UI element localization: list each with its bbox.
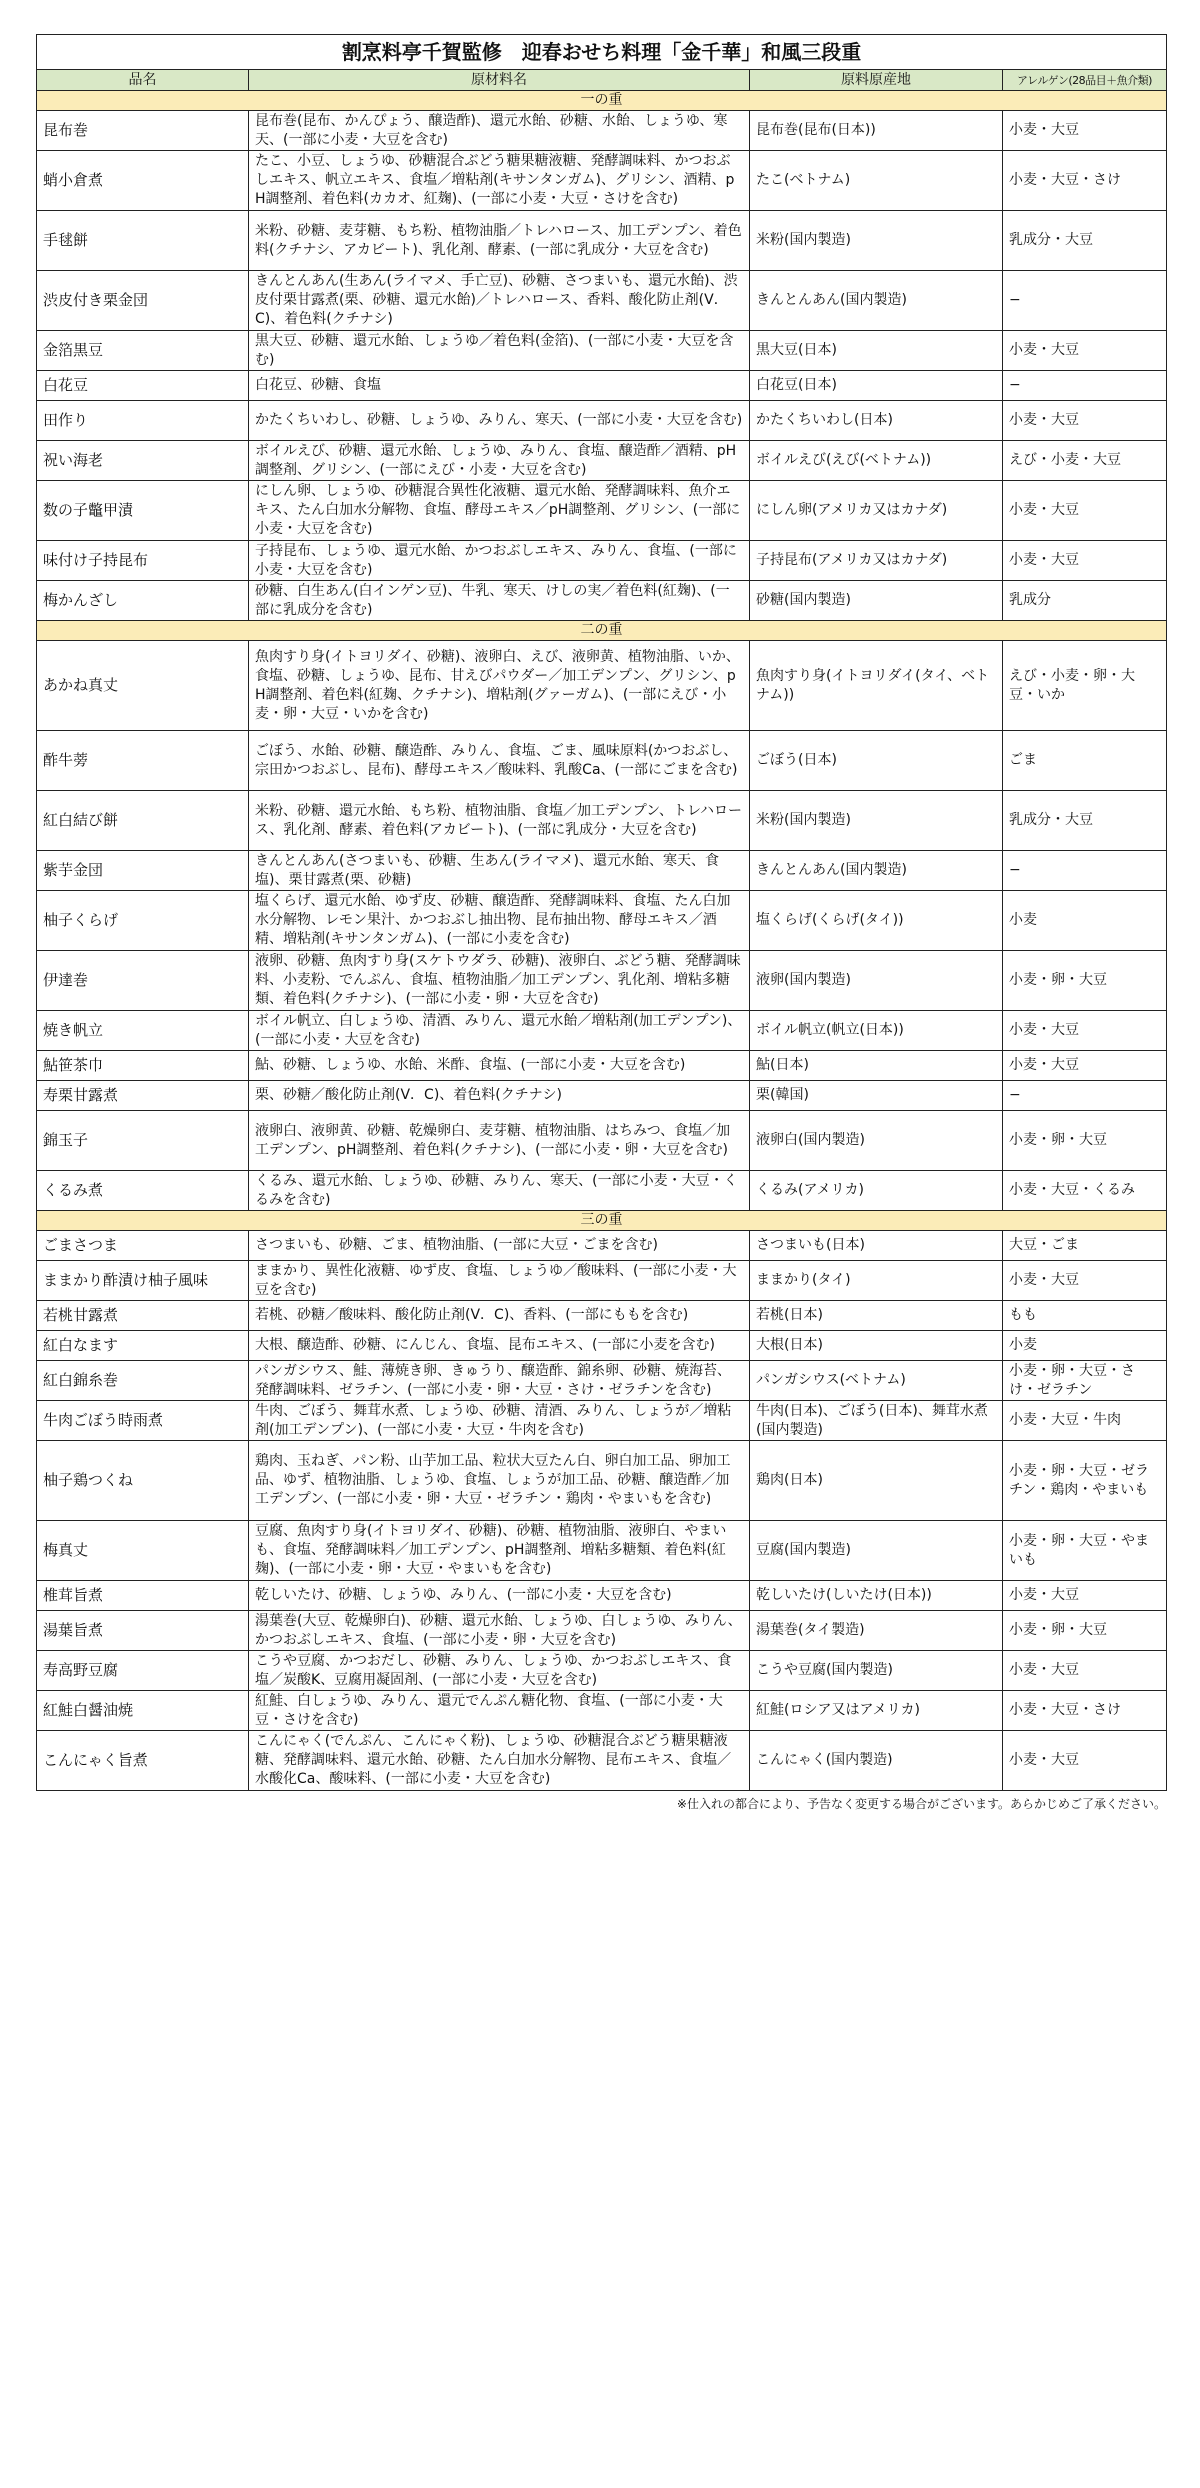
allergen-cell: − <box>1003 1081 1167 1111</box>
item-name-cell: 梅真丈 <box>37 1521 249 1581</box>
allergen-cell: 小麦・大豆 <box>1003 1581 1167 1611</box>
ingredients-cell: ボイル帆立、白しょうゆ、清酒、みりん、還元水飴／増粘剤(加工デンプン)、(一部に小麦・大豆を含む) <box>249 1011 750 1051</box>
ingredients-cell: こうや豆腐、かつおだし、砂糖、みりん、しょうゆ、かつおぶしエキス、食塩／炭酸K、豆腐用凝固剤、(一部に小麦・大豆を含む) <box>249 1651 750 1691</box>
ingredients-cell: 塩くらげ、還元水飴、ゆず皮、砂糖、醸造酢、発酵調味料、食塩、たん白加水分解物、レモン果汁、かつおぶし抽出物、昆布抽出物、酵母エキス／酒精、増粘剤(キサンタンガム)、(一部に小麦を含む) <box>249 891 750 951</box>
item-name-cell: こんにゃく旨煮 <box>37 1731 249 1791</box>
allergen-cell: 小麦・卵・大豆 <box>1003 951 1167 1011</box>
column-header-row <box>37 70 1167 91</box>
origin-cell: 子持昆布(アメリカ又はカナダ) <box>750 541 1003 581</box>
origin-cell: 鮎(日本) <box>750 1051 1003 1081</box>
allergen-cell: 小麦・大豆・さけ <box>1003 151 1167 211</box>
table-row <box>37 951 1167 1011</box>
table-row <box>37 481 1167 541</box>
ingredients-cell: きんとんあん(さつまいも、砂糖、生あん(ライマメ)、還元水飴、寒天、食塩)、栗甘露煮(栗、砂糖) <box>249 851 750 891</box>
ingredients-cell: パンガシウス、鮭、薄焼き卵、きゅうり、醸造酢、錦糸卵、砂糖、焼海苔、発酵調味料、ゼラチン、(一部に小麦・卵・大豆・さけ・ゼラチンを含む) <box>249 1361 750 1401</box>
origin-cell: 白花豆(日本) <box>750 371 1003 401</box>
table-row <box>37 271 1167 331</box>
origin-cell: 黒大豆(日本) <box>750 331 1003 371</box>
origin-cell: 紅鮭(ロシア又はアメリカ) <box>750 1691 1003 1731</box>
item-name-cell: 白花豆 <box>37 371 249 401</box>
origin-cell: 湯葉巻(タイ製造) <box>750 1611 1003 1651</box>
ingredients-cell: 液卵白、液卵黄、砂糖、乾燥卵白、麦芽糖、植物油脂、はちみつ、食塩／加工デンプン、pH調整剤、着色料(クチナシ)、(一部に小麦・卵・大豆を含む) <box>249 1111 750 1171</box>
ingredients-cell: 液卵、砂糖、魚肉すり身(スケトウダラ、砂糖)、液卵白、ぶどう糖、発酵調味料、小麦粉、でんぷん、食塩、植物油脂／加工デンプン、乳化剤、増粘多糖類、着色料(クチナシ)、(一部に小麦・卵・大豆を含む) <box>249 951 750 1011</box>
ingredients-cell: 豆腐、魚肉すり身(イトヨリダイ、砂糖)、砂糖、植物油脂、液卵白、やまいも、食塩、発酵調味料／加工デンプン、pH調整剤、増粘多糖類、着色料(紅麹)、(一部に小麦・卵・大豆・やまいもを含む) <box>249 1521 750 1581</box>
item-name-cell: 手毬餅 <box>37 211 249 271</box>
ingredients-cell: にしん卵、しょうゆ、砂糖混合異性化液糖、還元水飴、発酵調味料、魚介エキス、たん白加水分解物、食塩、酵母エキス／pH調整剤、グリシン、(一部に小麦・大豆を含む) <box>249 481 750 541</box>
header-name: 品名 <box>37 70 249 91</box>
ingredients-cell: 子持昆布、しょうゆ、還元水飴、かつおぶしエキス、みりん、食塩、(一部に小麦・大豆を含む) <box>249 541 750 581</box>
origin-cell: ごぼう(日本) <box>750 731 1003 791</box>
ingredients-cell: かたくちいわし、砂糖、しょうゆ、みりん、寒天、(一部に小麦・大豆を含む) <box>249 401 750 441</box>
allergen-cell: − <box>1003 851 1167 891</box>
table-row <box>37 1261 1167 1301</box>
table-row <box>37 891 1167 951</box>
allergen-cell: 小麦・卵・大豆・やまいも <box>1003 1521 1167 1581</box>
table-row <box>37 1331 1167 1361</box>
allergen-sheet <box>36 34 1166 1811</box>
allergen-cell: 小麦・卵・大豆 <box>1003 1611 1167 1651</box>
item-name-cell: 紅鮭白醤油焼 <box>37 1691 249 1731</box>
ingredients-cell: 栗、砂糖／酸化防止剤(V．C)、着色料(クチナシ) <box>249 1081 750 1111</box>
table-row <box>37 1581 1167 1611</box>
allergen-cell: 小麦・大豆 <box>1003 111 1167 151</box>
origin-cell: 乾しいたけ(しいたけ(日本)) <box>750 1581 1003 1611</box>
table-row <box>37 791 1167 851</box>
item-name-cell: あかね真丈 <box>37 641 249 731</box>
allergen-cell: 小麦・大豆 <box>1003 331 1167 371</box>
table-row <box>37 1051 1167 1081</box>
origin-cell: 魚肉すり身(イトヨリダイ(タイ、ベトナム)) <box>750 641 1003 731</box>
ingredients-cell: 牛肉、ごぼう、舞茸水煮、しょうゆ、砂糖、清酒、みりん、しょうが／増粘剤(加工デンプン)、(一部に小麦・大豆・牛肉を含む) <box>249 1401 750 1441</box>
item-name-cell: 鮎笹茶巾 <box>37 1051 249 1081</box>
origin-cell: 鶏肉(日本) <box>750 1441 1003 1521</box>
origin-cell: 液卵白(国内製造) <box>750 1111 1003 1171</box>
item-name-cell: 昆布巻 <box>37 111 249 151</box>
allergen-cell: 小麦・大豆 <box>1003 1011 1167 1051</box>
allergen-cell: 小麦・大豆 <box>1003 481 1167 541</box>
item-name-cell: 梅かんざし <box>37 581 249 621</box>
allergen-cell: 小麦・大豆・牛肉 <box>1003 1401 1167 1441</box>
item-name-cell: 若桃甘露煮 <box>37 1301 249 1331</box>
ingredients-cell: 砂糖、白生あん(白インゲン豆)、牛乳、寒天、けしの実／着色料(紅麹)、(一部に乳成分を含む) <box>249 581 750 621</box>
origin-cell: 砂糖(国内製造) <box>750 581 1003 621</box>
item-name-cell: 紅白なます <box>37 1331 249 1361</box>
table-row <box>37 1521 1167 1581</box>
item-name-cell: ごまさつま <box>37 1231 249 1261</box>
ingredients-cell: ボイルえび、砂糖、還元水飴、しょうゆ、みりん、食塩、醸造酢／酒精、pH調整剤、グリシン、(一部にえび・小麦・大豆を含む) <box>249 441 750 481</box>
ingredients-cell: 昆布巻(昆布、かんぴょう、醸造酢)、還元水飴、砂糖、水飴、しょうゆ、寒天、(一部に小麦・大豆を含む) <box>249 111 750 151</box>
table-row <box>37 401 1167 441</box>
table-row <box>37 1081 1167 1111</box>
item-name-cell: 数の子鼈甲漬 <box>37 481 249 541</box>
ingredients-cell: 米粉、砂糖、麦芽糖、もち粉、植物油脂／トレハロース、加工デンプン、着色料(クチナシ、アカビート)、乳化剤、酵素、(一部に乳成分・大豆を含む) <box>249 211 750 271</box>
origin-cell: ボイル帆立(帆立(日本)) <box>750 1011 1003 1051</box>
table-row <box>37 1611 1167 1651</box>
table-row <box>37 151 1167 211</box>
origin-cell: きんとんあん(国内製造) <box>750 851 1003 891</box>
table-row <box>37 1691 1167 1731</box>
section-header-row <box>37 621 1167 641</box>
allergen-cell: えび・小麦・大豆 <box>1003 441 1167 481</box>
allergen-cell: 小麦・大豆 <box>1003 1731 1167 1791</box>
table-row <box>37 371 1167 401</box>
table-row <box>37 1231 1167 1261</box>
item-name-cell: 牛肉ごぼう時雨煮 <box>37 1401 249 1441</box>
item-name-cell: 紅白結び餅 <box>37 791 249 851</box>
table-row <box>37 1361 1167 1401</box>
item-name-cell: 紫芋金団 <box>37 851 249 891</box>
table-row <box>37 441 1167 481</box>
section-header-row <box>37 91 1167 111</box>
section-title: 三の重 <box>37 1211 1167 1231</box>
ingredients-cell: 大根、醸造酢、砂糖、にんじん、食塩、昆布エキス、(一部に小麦を含む) <box>249 1331 750 1361</box>
origin-cell: 米粉(国内製造) <box>750 211 1003 271</box>
item-name-cell: 椎茸旨煮 <box>37 1581 249 1611</box>
origin-cell: 大根(日本) <box>750 1331 1003 1361</box>
ingredients-cell: 鶏肉、玉ねぎ、パン粉、山芋加工品、粒状大豆たん白、卵白加工品、卵加工品、ゆず、植物油脂、しょうゆ、食塩、しょうが加工品、砂糖、醸造酢／加工デンプン、(一部に小麦・卵・大豆・ゼラチン・鶏肉・やまいもを含む) <box>249 1441 750 1521</box>
origin-cell: にしん卵(アメリカ又はカナダ) <box>750 481 1003 541</box>
item-name-cell: 渋皮付き栗金団 <box>37 271 249 331</box>
table-row <box>37 731 1167 791</box>
allergen-cell: 小麦 <box>1003 891 1167 951</box>
footnote: ※仕入れの都合により、予告なく変更する場合がございます。あらかじめご了承ください。 <box>676 1797 1166 1811</box>
item-name-cell: 祝い海老 <box>37 441 249 481</box>
ingredients-cell: 魚肉すり身(イトヨリダイ、砂糖)、液卵白、えび、液卵黄、植物油脂、いか、食塩、砂糖、しょうゆ、昆布、甘えびパウダー／加工デンプン、グリシン、pH調整剤、着色料(紅麹、クチナシ)、増粘剤(グァーガム)、(一部にえび・小麦・卵・大豆・いかを含む) <box>249 641 750 731</box>
ingredients-cell: さつまいも、砂糖、ごま、植物油脂、(一部に大豆・ごまを含む) <box>249 1231 750 1261</box>
origin-cell: 昆布巻(昆布(日本)) <box>750 111 1003 151</box>
origin-cell: ボイルえび(えび(ベトナム)) <box>750 441 1003 481</box>
allergen-cell: 小麦・卵・大豆・さけ・ゼラチン <box>1003 1361 1167 1401</box>
item-name-cell: 蛸小倉煮 <box>37 151 249 211</box>
origin-cell: パンガシウス(ベトナム) <box>750 1361 1003 1401</box>
item-name-cell: 酢牛蒡 <box>37 731 249 791</box>
origin-cell: きんとんあん(国内製造) <box>750 271 1003 331</box>
allergen-cell: 小麦・大豆・さけ <box>1003 1691 1167 1731</box>
allergen-cell: 小麦・大豆 <box>1003 1051 1167 1081</box>
allergen-cell: 小麦・大豆 <box>1003 1261 1167 1301</box>
allergen-cell: 乳成分・大豆 <box>1003 211 1167 271</box>
item-name-cell: 寿高野豆腐 <box>37 1651 249 1691</box>
origin-cell: こんにゃく(国内製造) <box>750 1731 1003 1791</box>
allergen-cell: 小麦・大豆 <box>1003 401 1167 441</box>
table-row <box>37 541 1167 581</box>
allergen-cell: 小麦・大豆 <box>1003 541 1167 581</box>
section-header-row <box>37 1211 1167 1231</box>
item-name-cell: 伊達巻 <box>37 951 249 1011</box>
item-name-cell: 柚子くらげ <box>37 891 249 951</box>
section-title: 二の重 <box>37 621 1167 641</box>
origin-cell: 塩くらげ(くらげ(タイ)) <box>750 891 1003 951</box>
ingredients-cell: 鮎、砂糖、しょうゆ、水飴、米酢、食塩、(一部に小麦・大豆を含む) <box>249 1051 750 1081</box>
origin-cell: こうや豆腐(国内製造) <box>750 1651 1003 1691</box>
table-body <box>37 91 1167 1791</box>
table-row <box>37 1111 1167 1171</box>
origin-cell: 米粉(国内製造) <box>750 791 1003 851</box>
item-name-cell: 紅白錦糸巻 <box>37 1361 249 1401</box>
ingredients-cell: 乾しいたけ、砂糖、しょうゆ、みりん、(一部に小麦・大豆を含む) <box>249 1581 750 1611</box>
allergen-cell: もも <box>1003 1301 1167 1331</box>
header-allergy: アレルゲン(28品目＋魚介類) <box>1003 70 1167 91</box>
section-title: 一の重 <box>37 91 1167 111</box>
item-name-cell: 金箔黒豆 <box>37 331 249 371</box>
ingredients-cell: たこ、小豆、しょうゆ、砂糖混合ぶどう糖果糖液糖、発酵調味料、かつおぶしエキス、帆立エキス、食塩／増粘剤(キサンタンガム)、グリシン、酒精、pH調整剤、着色料(カカオ、紅麹)、(一部に小麦・大豆・さけを含む) <box>249 151 750 211</box>
allergen-cell: 乳成分 <box>1003 581 1167 621</box>
origin-cell: 栗(韓国) <box>750 1081 1003 1111</box>
allergen-cell: 小麦・大豆・くるみ <box>1003 1171 1167 1211</box>
item-name-cell: 寿栗甘露煮 <box>37 1081 249 1111</box>
ingredients-cell: ままかり、異性化液糖、ゆず皮、食塩、しょうゆ／酸味料、(一部に小麦・大豆を含む) <box>249 1261 750 1301</box>
table-row <box>37 1401 1167 1441</box>
allergen-cell: 乳成分・大豆 <box>1003 791 1167 851</box>
table-row <box>37 1441 1167 1521</box>
item-name-cell: 柚子鶏つくね <box>37 1441 249 1521</box>
ingredients-cell: ごぼう、水飴、砂糖、醸造酢、みりん、食塩、ごま、風味原料(かつおぶし、宗田かつおぶし、昆布)、酵母エキス／酸味料、乳酸Ca、(一部にごまを含む) <box>249 731 750 791</box>
ingredients-cell: こんにゃく(でんぷん、こんにゃく粉)、しょうゆ、砂糖混合ぶどう糖果糖液糖、発酵調味料、還元水飴、砂糖、たん白加水分解物、昆布エキス、食塩／水酸化Ca、酸味料、(一部に小麦・大豆を含む) <box>249 1731 750 1791</box>
table-row <box>37 851 1167 891</box>
origin-cell: 若桃(日本) <box>750 1301 1003 1331</box>
allergen-cell: 小麦・卵・大豆 <box>1003 1111 1167 1171</box>
table-row <box>37 1171 1167 1211</box>
ingredients-cell: くるみ、還元水飴、しょうゆ、砂糖、みりん、寒天、(一部に小麦・大豆・くるみを含む) <box>249 1171 750 1211</box>
item-name-cell: 錦玉子 <box>37 1111 249 1171</box>
origin-cell: ままかり(タイ) <box>750 1261 1003 1301</box>
table-row <box>37 1011 1167 1051</box>
item-name-cell: ままかり酢漬け柚子風味 <box>37 1261 249 1301</box>
table-row <box>37 331 1167 371</box>
allergen-cell: 小麦・卵・大豆・ゼラチン・鶏肉・やまいも <box>1003 1441 1167 1521</box>
origin-cell: 牛肉(日本)、ごぼう(日本)、舞茸水煮(国内製造) <box>750 1401 1003 1441</box>
origin-cell: 液卵(国内製造) <box>750 951 1003 1011</box>
allergen-cell: 小麦・大豆 <box>1003 1651 1167 1691</box>
origin-cell: たこ(ベトナム) <box>750 151 1003 211</box>
ingredient-table <box>36 34 1167 1791</box>
table-row <box>37 211 1167 271</box>
origin-cell: くるみ(アメリカ) <box>750 1171 1003 1211</box>
item-name-cell: くるみ煮 <box>37 1171 249 1211</box>
allergen-cell: − <box>1003 271 1167 331</box>
item-name-cell: 味付け子持昆布 <box>37 541 249 581</box>
item-name-cell: 田作り <box>37 401 249 441</box>
header-ingredients: 原材料名 <box>249 70 750 91</box>
allergen-cell: ごま <box>1003 731 1167 791</box>
ingredients-cell: 白花豆、砂糖、食塩 <box>249 371 750 401</box>
ingredients-cell: きんとんあん(生あん(ライマメ、手亡豆)、砂糖、さつまいも、還元水飴)、渋皮付栗甘露煮(栗、砂糖、還元水飴)／トレハロース、香料、酸化防止剤(V．C)、着色料(クチナシ) <box>249 271 750 331</box>
ingredients-cell: 紅鮭、白しょうゆ、みりん、還元でんぷん糖化物、食塩、(一部に小麦・大豆・さけを含む) <box>249 1691 750 1731</box>
allergen-cell: − <box>1003 371 1167 401</box>
table-row <box>37 581 1167 621</box>
table-row <box>37 1301 1167 1331</box>
ingredients-cell: 若桃、砂糖／酸味料、酸化防止剤(V．C)、香料、(一部にももを含む) <box>249 1301 750 1331</box>
origin-cell: 豆腐(国内製造) <box>750 1521 1003 1581</box>
ingredients-cell: 黒大豆、砂糖、還元水飴、しょうゆ／着色料(金箔)、(一部に小麦・大豆を含む) <box>249 331 750 371</box>
item-name-cell: 湯葉旨煮 <box>37 1611 249 1651</box>
allergen-cell: 小麦 <box>1003 1331 1167 1361</box>
ingredients-cell: 米粉、砂糖、還元水飴、もち粉、植物油脂、食塩／加工デンプン、トレハロース、乳化剤、酵素、着色料(アカビート)、(一部に乳成分・大豆を含む) <box>249 791 750 851</box>
allergen-cell: えび・小麦・卵・大豆・いか <box>1003 641 1167 731</box>
table-row <box>37 1731 1167 1791</box>
header-origin: 原料原産地 <box>750 70 1003 91</box>
table-row <box>37 641 1167 731</box>
allergen-cell: 大豆・ごま <box>1003 1231 1167 1261</box>
table-row <box>37 111 1167 151</box>
ingredients-cell: 湯葉巻(大豆、乾燥卵白)、砂糖、還元水飴、しょうゆ、白しょうゆ、みりん、かつおぶしエキス、食塩、(一部に小麦・卵・大豆を含む) <box>249 1611 750 1651</box>
item-name-cell: 焼き帆立 <box>37 1011 249 1051</box>
table-row <box>37 1651 1167 1691</box>
page-title: 割烹料亭千賀監修 迎春おせち料理「金千華」和風三段重 <box>37 35 1167 70</box>
origin-cell: かたくちいわし(日本) <box>750 401 1003 441</box>
origin-cell: さつまいも(日本) <box>750 1231 1003 1261</box>
